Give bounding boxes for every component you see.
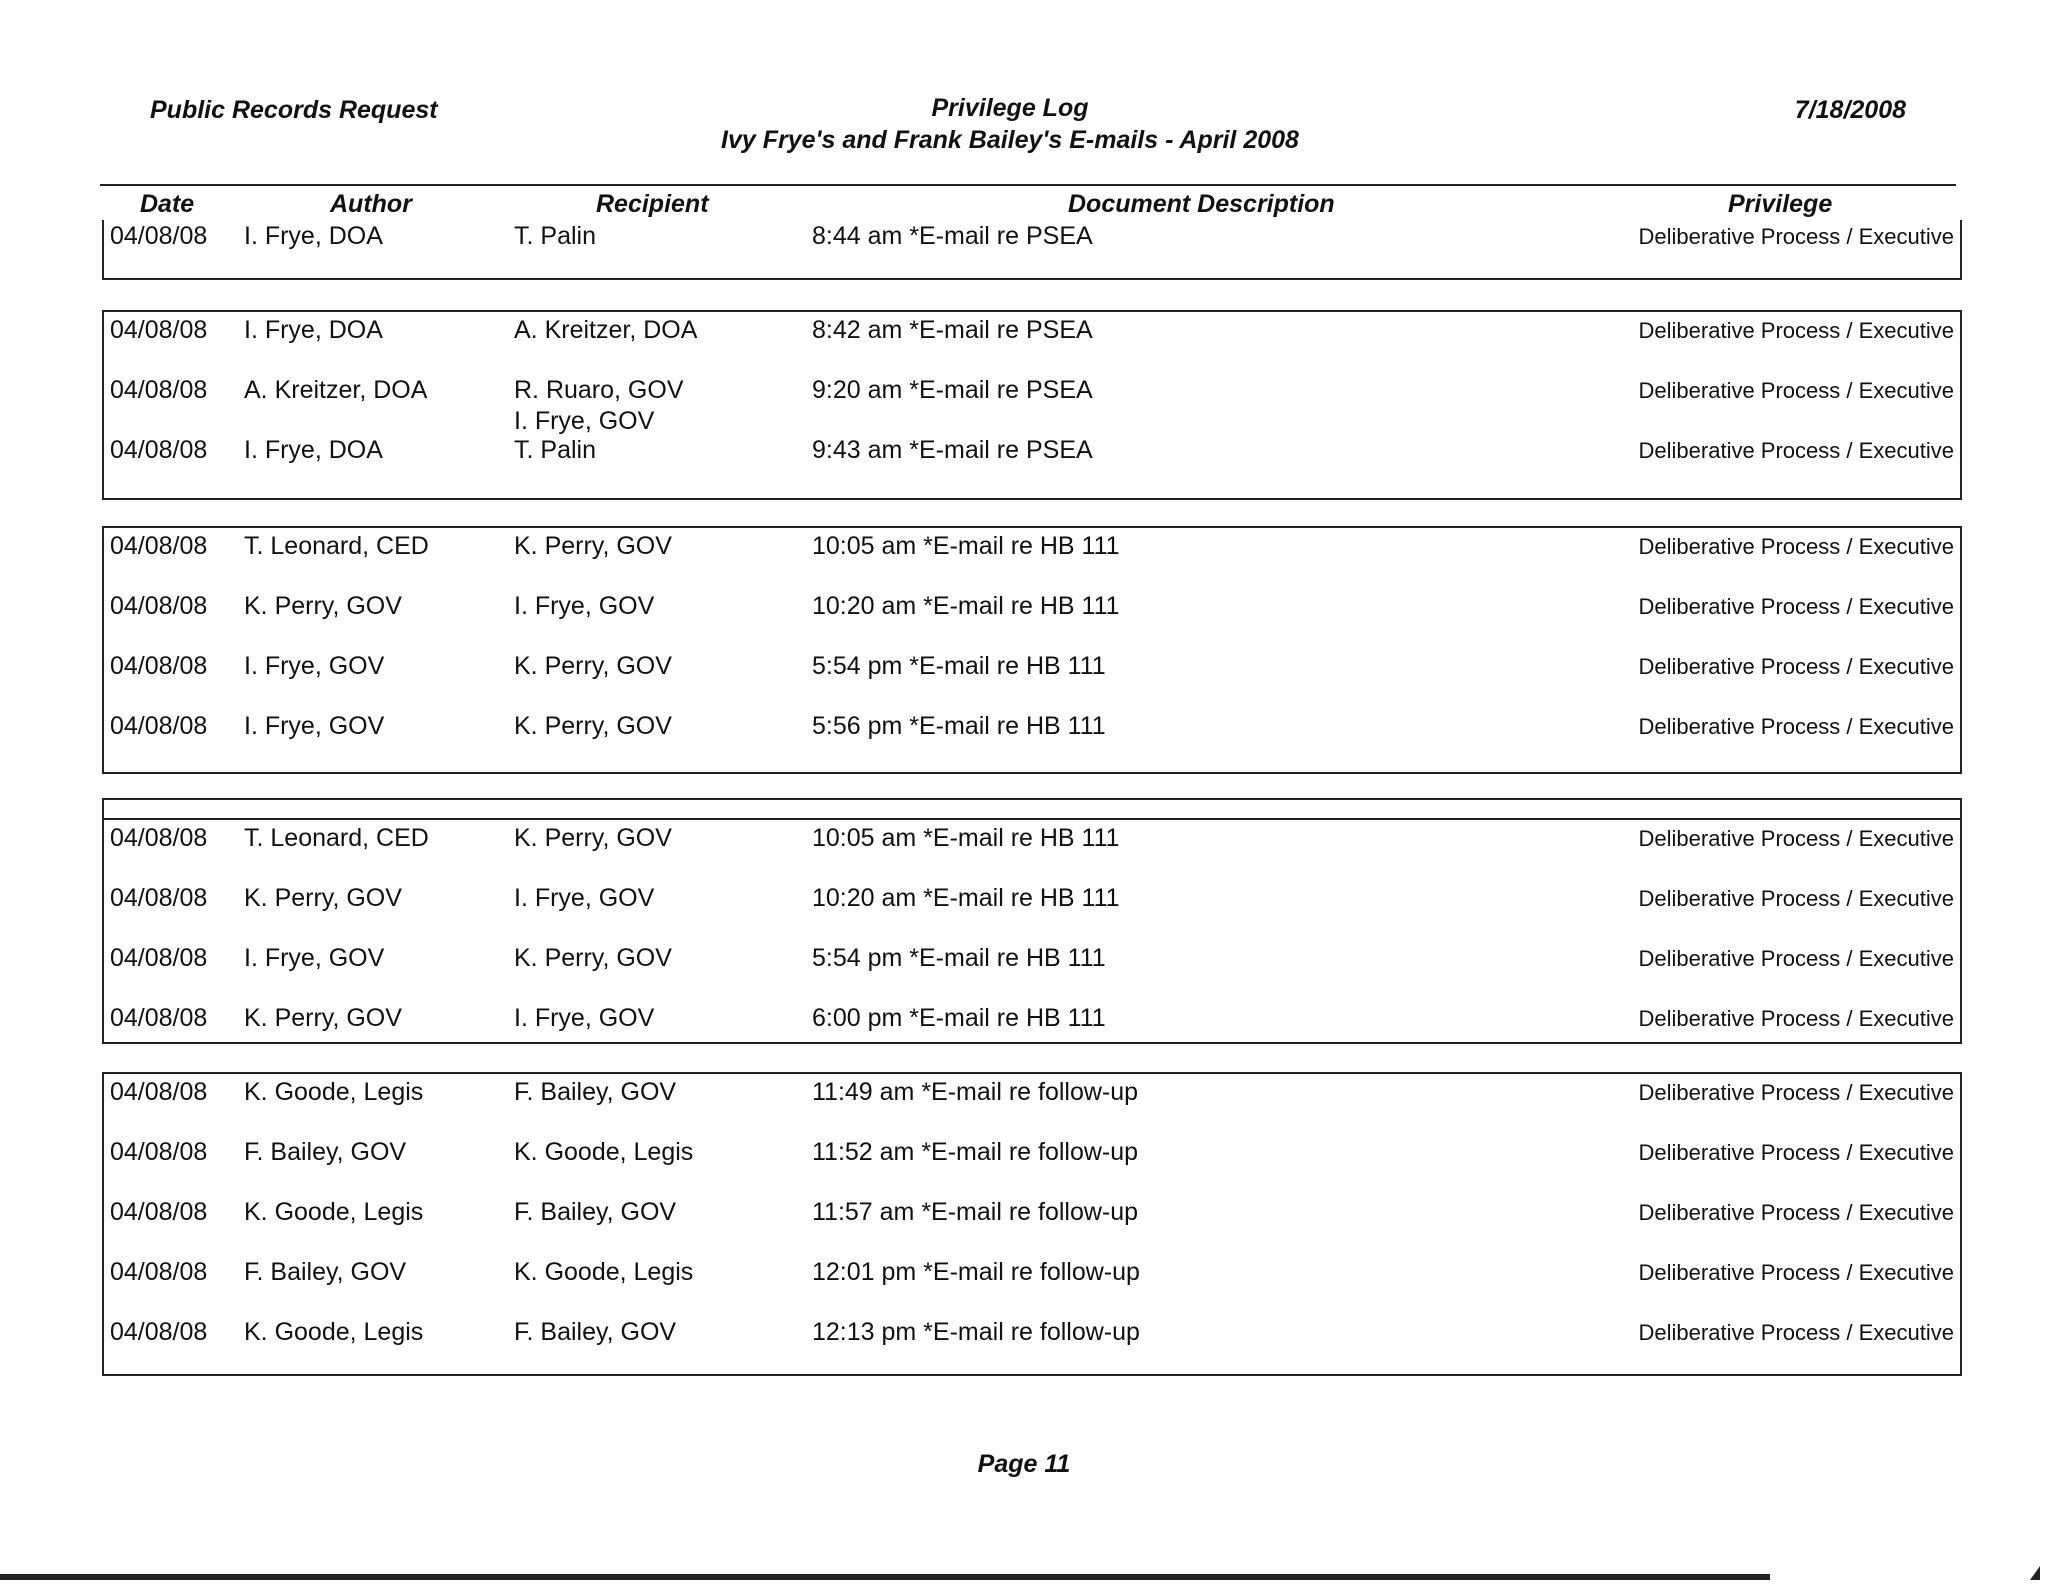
table-row	[104, 436, 1960, 496]
column-header-date: Date	[140, 190, 195, 218]
cell-recipient-text: K. Perry, GOV	[514, 652, 672, 680]
cell-privilege-text: Deliberative Process / Executive	[1638, 654, 1954, 679]
cell-date	[110, 376, 207, 405]
cell-privilege	[1639, 318, 1954, 344]
cell-date-text: 04/08/08	[110, 222, 208, 250]
cell-author	[244, 652, 384, 681]
cell-description	[812, 884, 1120, 913]
cell-recipient	[514, 592, 654, 621]
cell-author-text: A. Kreitzer, DOA	[244, 376, 428, 404]
cell-description-text: 11:49 am *E-mail re follow-up	[812, 1078, 1139, 1106]
cell-description	[812, 1198, 1138, 1227]
cell-description	[812, 1004, 1106, 1033]
cell-recipient-text: F. Bailey, GOV	[514, 1318, 677, 1346]
cell-author-text: I. Frye, GOV	[244, 712, 385, 740]
cell-author	[244, 884, 402, 913]
cell-description	[812, 1078, 1138, 1107]
cell-date	[110, 884, 207, 913]
cell-recipient	[514, 316, 697, 345]
cell-date-text: 04/08/08	[110, 592, 208, 620]
cell-date	[110, 436, 207, 465]
cell-recipient	[514, 884, 654, 913]
cell-author	[244, 944, 384, 973]
cell-date	[110, 1258, 207, 1287]
cell-description	[812, 712, 1106, 741]
cell-description-text: 5:54 pm *E-mail re HB 111	[812, 944, 1106, 972]
entry-group	[102, 798, 1962, 1044]
table-row	[104, 592, 1960, 652]
cell-description	[812, 376, 1093, 405]
cell-description	[812, 652, 1106, 681]
cell-author	[244, 222, 383, 251]
cell-author-text: I. Frye, DOA	[244, 222, 383, 250]
cell-recipient	[514, 824, 672, 853]
cell-date	[110, 1004, 207, 1033]
table-row	[104, 712, 1960, 772]
cell-author	[244, 824, 429, 853]
cell-recipient	[514, 1258, 693, 1287]
cell-privilege-text: Deliberative Process / Executive	[1638, 378, 1954, 403]
cell-date	[110, 1078, 207, 1107]
cell-description	[812, 1318, 1140, 1347]
table-row	[104, 376, 1960, 436]
cell-author	[244, 1078, 423, 1107]
cell-date-text: 04/08/08	[110, 1318, 208, 1346]
cell-recipient	[514, 532, 672, 561]
cell-privilege	[1639, 826, 1954, 852]
cell-privilege	[1639, 1080, 1954, 1106]
cell-privilege	[1639, 1320, 1954, 1346]
cell-author	[244, 592, 402, 621]
cell-date	[110, 1318, 207, 1347]
cell-recipient	[514, 1198, 676, 1227]
table-row	[104, 652, 1960, 712]
cell-author-text: F. Bailey, GOV	[244, 1138, 407, 1166]
cell-description	[812, 1138, 1138, 1167]
cell-recipient	[514, 652, 672, 681]
cell-recipient	[514, 712, 672, 741]
cell-privilege	[1639, 1140, 1954, 1166]
cell-description-text: 12:13 pm *E-mail re follow-up	[812, 1318, 1140, 1346]
cell-date-text: 04/08/08	[110, 376, 208, 404]
cell-privilege	[1639, 886, 1954, 912]
cell-date-text: 04/08/08	[110, 1138, 208, 1166]
cell-recipient-text: I. Frye, GOV	[514, 884, 655, 912]
cell-author	[244, 1318, 423, 1347]
cell-recipient-text: K. Perry, GOV	[514, 532, 672, 560]
cell-description-text: 10:05 am *E-mail re HB 111	[812, 824, 1120, 852]
cell-recipient-text: K. Perry, GOV	[514, 712, 672, 740]
cell-date	[110, 592, 207, 621]
cell-description-text: 8:44 am *E-mail re PSEA	[812, 222, 1093, 250]
table-row	[104, 532, 1960, 592]
cell-recipient	[514, 1004, 654, 1033]
cell-description-text: 11:57 am *E-mail re follow-up	[812, 1198, 1139, 1226]
cell-date-text: 04/08/08	[110, 652, 208, 680]
cell-author-text: T. Leonard, CED	[244, 824, 429, 852]
cell-date	[110, 944, 207, 973]
log-title: Privilege Log	[931, 94, 1089, 122]
cell-privilege-text: Deliberative Process / Executive	[1638, 1140, 1954, 1165]
cell-date	[110, 824, 207, 853]
cell-privilege	[1639, 224, 1954, 250]
cell-privilege	[1639, 714, 1954, 740]
cell-description-text: 11:52 am *E-mail re follow-up	[812, 1138, 1139, 1166]
table-row	[104, 1004, 1960, 1064]
table-row	[104, 1258, 1960, 1318]
cell-date	[110, 712, 207, 741]
cell-author-text: I. Frye, DOA	[244, 436, 383, 464]
cell-privilege-text: Deliberative Process / Executive	[1638, 826, 1954, 851]
cell-description-text: 10:20 am *E-mail re HB 111	[812, 884, 1120, 912]
cell-author	[244, 1258, 406, 1287]
cell-recipient	[514, 376, 684, 436]
cell-privilege-text: Deliberative Process / Executive	[1638, 594, 1954, 619]
cell-privilege	[1639, 438, 1954, 464]
cell-recipient-text: K. Goode, Legis	[514, 1138, 694, 1166]
cell-recipient	[514, 944, 672, 973]
cell-author-text: K. Perry, GOV	[244, 1004, 402, 1032]
cell-recipient	[514, 1318, 676, 1347]
cell-privilege-text: Deliberative Process / Executive	[1638, 714, 1954, 739]
cell-author	[244, 1198, 423, 1227]
cell-recipient-text: A. Kreitzer, DOA	[514, 316, 698, 344]
column-header-privilege: Privilege	[1728, 190, 1833, 218]
cell-description-text: 5:56 pm *E-mail re HB 111	[812, 712, 1106, 740]
cell-author-text: K. Goode, Legis	[244, 1318, 424, 1346]
cell-privilege	[1639, 378, 1954, 404]
cell-privilege	[1639, 1260, 1954, 1286]
cell-privilege	[1639, 1200, 1954, 1226]
cell-author	[244, 316, 383, 345]
cell-author-text: I. Frye, GOV	[244, 944, 385, 972]
cell-description	[812, 436, 1093, 465]
cell-description-text: 6:00 pm *E-mail re HB 111	[812, 1004, 1106, 1032]
cell-recipient-text: F. Bailey, GOV	[514, 1198, 677, 1226]
cell-author	[244, 712, 384, 741]
group-divider	[104, 800, 1960, 820]
entry-group	[102, 1072, 1962, 1376]
table-row	[104, 1078, 1960, 1138]
cell-privilege	[1639, 654, 1954, 680]
cell-author-text: K. Goode, Legis	[244, 1078, 424, 1106]
cell-author	[244, 1138, 406, 1167]
column-header-description: Document Description	[1068, 190, 1335, 218]
table-row	[104, 1198, 1960, 1258]
cell-privilege	[1639, 1006, 1954, 1032]
cell-privilege	[1639, 946, 1954, 972]
cell-description	[812, 1258, 1140, 1287]
cell-date-text: 04/08/08	[110, 1258, 208, 1286]
cell-date-text: 04/08/08	[110, 1004, 208, 1032]
cell-description-text: 10:05 am *E-mail re HB 111	[812, 532, 1120, 560]
cell-privilege-text: Deliberative Process / Executive	[1638, 534, 1954, 559]
cell-author	[244, 1004, 402, 1033]
cell-privilege-text: Deliberative Process / Executive	[1638, 1320, 1954, 1345]
cell-privilege-text: Deliberative Process / Executive	[1638, 318, 1954, 343]
table-row	[104, 824, 1960, 884]
cell-recipient-text: K. Perry, GOV	[514, 824, 672, 852]
table-row	[104, 1138, 1960, 1198]
table-row	[104, 222, 1960, 282]
entry-group	[102, 526, 1962, 774]
cell-privilege-text: Deliberative Process / Executive	[1638, 1006, 1954, 1031]
cell-description-text: 8:42 am *E-mail re PSEA	[812, 316, 1093, 344]
cell-date-text: 04/08/08	[110, 824, 208, 852]
cell-recipient-text: F. Bailey, GOV	[514, 1078, 677, 1106]
cell-description	[812, 316, 1093, 345]
cell-date-text: 04/08/08	[110, 712, 208, 740]
column-header-recipient: Recipient	[596, 190, 709, 218]
cell-privilege-text: Deliberative Process / Executive	[1638, 438, 1954, 463]
cell-description-text: 12:01 pm *E-mail re follow-up	[812, 1258, 1140, 1286]
cell-author-text: I. Frye, DOA	[244, 316, 383, 344]
cell-privilege-text: Deliberative Process / Executive	[1638, 1260, 1954, 1285]
cell-recipient-text: T. Palin	[514, 222, 596, 250]
cell-privilege-text: Deliberative Process / Executive	[1638, 886, 1954, 911]
cell-privilege	[1639, 594, 1954, 620]
cell-date	[110, 652, 207, 681]
cell-author	[244, 376, 427, 405]
cell-description	[812, 532, 1120, 561]
header-rule	[100, 184, 1956, 186]
report-date: 7/18/2008	[1794, 96, 1906, 124]
entry-group	[102, 220, 1962, 280]
cell-recipient-text: R. Ruaro, GOV	[514, 376, 684, 404]
cell-recipient-text: I. Frye, GOV	[514, 592, 655, 620]
cell-description-text: 9:43 am *E-mail re PSEA	[812, 436, 1093, 464]
cell-author-text: I. Frye, GOV	[244, 652, 385, 680]
cell-description	[812, 824, 1120, 853]
cell-date	[110, 1138, 207, 1167]
cell-author-text: K. Perry, GOV	[244, 592, 402, 620]
cell-date	[110, 1198, 207, 1227]
cell-author-text: K. Perry, GOV	[244, 884, 402, 912]
cell-date-text: 04/08/08	[110, 316, 208, 344]
cell-author-text: K. Goode, Legis	[244, 1198, 424, 1226]
cell-date-text: 04/08/08	[110, 1078, 208, 1106]
cell-privilege-text: Deliberative Process / Executive	[1638, 1200, 1954, 1225]
cell-date-text: 04/08/08	[110, 436, 208, 464]
cell-date-text: 04/08/08	[110, 944, 208, 972]
cell-description	[812, 944, 1106, 973]
cell-date-text: 04/08/08	[110, 532, 208, 560]
cell-privilege-text: Deliberative Process / Executive	[1638, 946, 1954, 971]
entry-group	[102, 310, 1962, 500]
bottom-rule	[0, 1574, 1770, 1580]
cell-author-text: T. Leonard, CED	[244, 532, 429, 560]
cell-author-text: F. Bailey, GOV	[244, 1258, 407, 1286]
cell-date	[110, 532, 207, 561]
page-number: Page 11	[977, 1450, 1071, 1478]
cell-author	[244, 532, 429, 561]
table-row	[104, 316, 1960, 376]
cell-description	[812, 592, 1120, 621]
cell-recipient-text: K. Goode, Legis	[514, 1258, 694, 1286]
cell-recipient	[514, 1138, 693, 1167]
column-header-author: Author	[330, 190, 412, 218]
table-row	[104, 1318, 1960, 1378]
table-row	[104, 944, 1960, 1004]
cell-description-text: 10:20 am *E-mail re HB 111	[812, 592, 1120, 620]
cell-privilege-text: Deliberative Process / Executive	[1638, 1080, 1954, 1105]
cell-privilege	[1639, 534, 1954, 560]
cell-author	[244, 436, 383, 465]
cell-recipient	[514, 436, 596, 465]
cell-date-text: 04/08/08	[110, 884, 208, 912]
cell-recipient	[514, 1078, 676, 1107]
log-title-block	[620, 92, 1400, 156]
request-title: Public Records Request	[150, 96, 438, 124]
corner-mark	[2030, 1566, 2040, 1580]
cell-date-text: 04/08/08	[110, 1198, 208, 1226]
cell-recipient-text: I. Frye, GOV	[514, 1004, 655, 1032]
cell-date	[110, 316, 207, 345]
cell-recipient-second: I. Frye, GOV	[514, 407, 655, 435]
cell-description-text: 9:20 am *E-mail re PSEA	[812, 376, 1093, 404]
cell-recipient-text: K. Perry, GOV	[514, 944, 672, 972]
table-row	[104, 884, 1960, 944]
cell-description	[812, 222, 1093, 251]
cell-date	[110, 222, 207, 251]
cell-recipient	[514, 222, 596, 251]
cell-description-text: 5:54 pm *E-mail re HB 111	[812, 652, 1106, 680]
log-subtitle: Ivy Frye's and Frank Bailey's E-mails - April 2008	[721, 126, 1299, 154]
cell-privilege-text: Deliberative Process / Executive	[1638, 224, 1954, 249]
cell-recipient-text: T. Palin	[514, 436, 596, 464]
